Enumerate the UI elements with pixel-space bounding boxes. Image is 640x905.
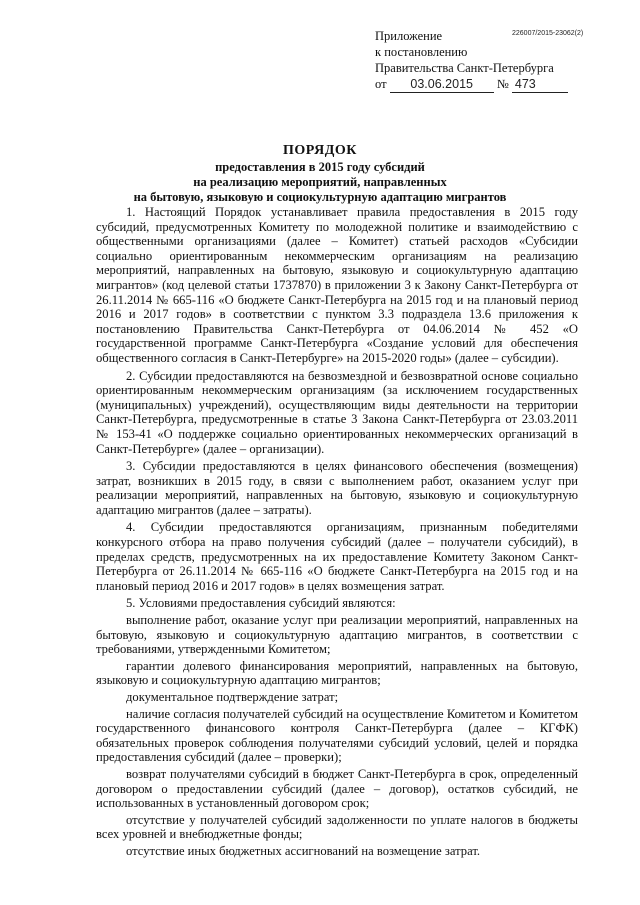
- paragraph: отсутствие у получателей субсидий задолженности по уплате налогов в бюджеты всех уровней и внебюджетные фонды;: [96, 812, 578, 842]
- subtitle-line: на реализацию мероприятий, направленных: [193, 175, 447, 189]
- document-title: ПОРЯДОК: [283, 143, 357, 158]
- document-id: 226007/2015-23062(2): [512, 30, 584, 37]
- paragraph: гарантии долевого финансирования мероприятий, направленных на бытовую, языковую и социокультурную адаптацию мигрантов;: [96, 658, 578, 688]
- paragraph: 3. Субсидии предоставляются в целях финансового обеспечения (возмещения) затрат, возникших в 2015 году, в связи с выполнением работ, оказанием услуг при реализации мероприятий, направленных на бытовую, языковую и социокультурную адаптацию мигрантов (далее – затраты).: [96, 459, 578, 517]
- paragraph: выполнение работ, оказание услуг при реализации мероприятий, направленных на бытовую, языковую и социокультурную адаптацию мигрантов, в соответствии с требованиями, утвержденными Комитетом;: [96, 613, 578, 657]
- document-subtitle: [92, 160, 548, 205]
- paragraph: 5. Условиями предоставления субсидий являются:: [126, 596, 396, 611]
- appendix-line: к постановлению: [375, 45, 468, 59]
- appendix-block: [375, 28, 568, 93]
- paragraph: наличие согласия получателей субсидий на осуществление Комитетом и Комитетом государственного финансового контроля Санкт-Петербурга (далее – КГФК) обязательных проверок соблюдения получателями субсидий условий, целей и порядка предоставления субсидий (далее – проверки);: [96, 706, 578, 765]
- subtitle-line: предоставления в 2015 году субсидий: [215, 160, 425, 174]
- paragraph: 2. Субсидии предоставляются на безвозмездной и безвозвратной основе социально ориентированным некоммерческим организациям (за исключением государственных (муниципальных) учреждений), осуществляющим виды деятельности на территории Санкт-Петербурга, предусмотренные в статье 3 Закона Санкт-Петербурга от 23.03.2011 № 153-41 «О поддержке социально ориентированных некоммерческих организаций в Санкт-Петербурге» (далее – организации).: [96, 368, 578, 456]
- paragraph: документальное подтверждение затрат;: [126, 690, 339, 704]
- paragraph: возврат получателями субсидий в бюджет Санкт-Петербурга в срок, определенный договором о предоставлении субсидий (далее – договор), остатков субсидий, не использованных в установленный договором срок;: [96, 766, 578, 811]
- number-sign: №: [496, 77, 509, 91]
- appendix-line: Приложение: [375, 29, 443, 43]
- handwritten-date: 03.06.2015: [390, 76, 494, 93]
- date-prefix: от: [375, 77, 387, 91]
- handwritten-number: 473: [512, 76, 568, 93]
- paragraph: 4. Субсидии предоставляются организациям, признанным победителями конкурсного отбора на право получения субсидий (далее – получатели субсидий), в пределах средств, предусмотренных на их предоставление Комитету Законом Санкт-Петербурга от 26.11.2014 № 665-116 «О бюджете Санкт-Петербурга на 2015 год и на плановый период 2016 и 2017 годов» в целях возмещения затрат.: [96, 520, 578, 593]
- paragraph: 1. Настоящий Порядок устанавливает правила предоставления в 2015 году субсидий, предусмотренных Комитету по молодежной политике и взаимодействию с общественными организациями (далее – Комитет) статьей расходов «Субсидии социально ориентированным некоммерческим организациям на реализацию мероприятий, направленных на бытовую, языковую и социокультурную адаптацию мигрантов» (код целевой статьи 1737870) в приложении 3 к Закону Санкт-Петербурга от 26.11.2014 № 665-116 «О бюджете Санкт-Петербурга на 2015 год и на плановый период 2016 и 2017 годов» в соответствии с пунктом 3.3 подраздела 13.6 приложения к постановлению Правительства Санкт-Петербурга от 04.06.2014 № 452 «О государственной программе Санкт-Петербурга «Создание условий для обеспечения общественного согласия в Санкт-Петербурге» на 2015-2020 годы» (далее – субсидии).: [96, 205, 578, 365]
- appendix-line: Правительства Санкт-Петербурга: [375, 61, 554, 75]
- document-body: [96, 205, 578, 861]
- subtitle-line: на бытовую, языковую и социокультурную адаптацию мигрантов: [133, 190, 507, 204]
- appendix-date-line: [375, 76, 568, 93]
- paragraph: отсутствие иных бюджетных ассигнований на возмещение затрат.: [126, 843, 481, 858]
